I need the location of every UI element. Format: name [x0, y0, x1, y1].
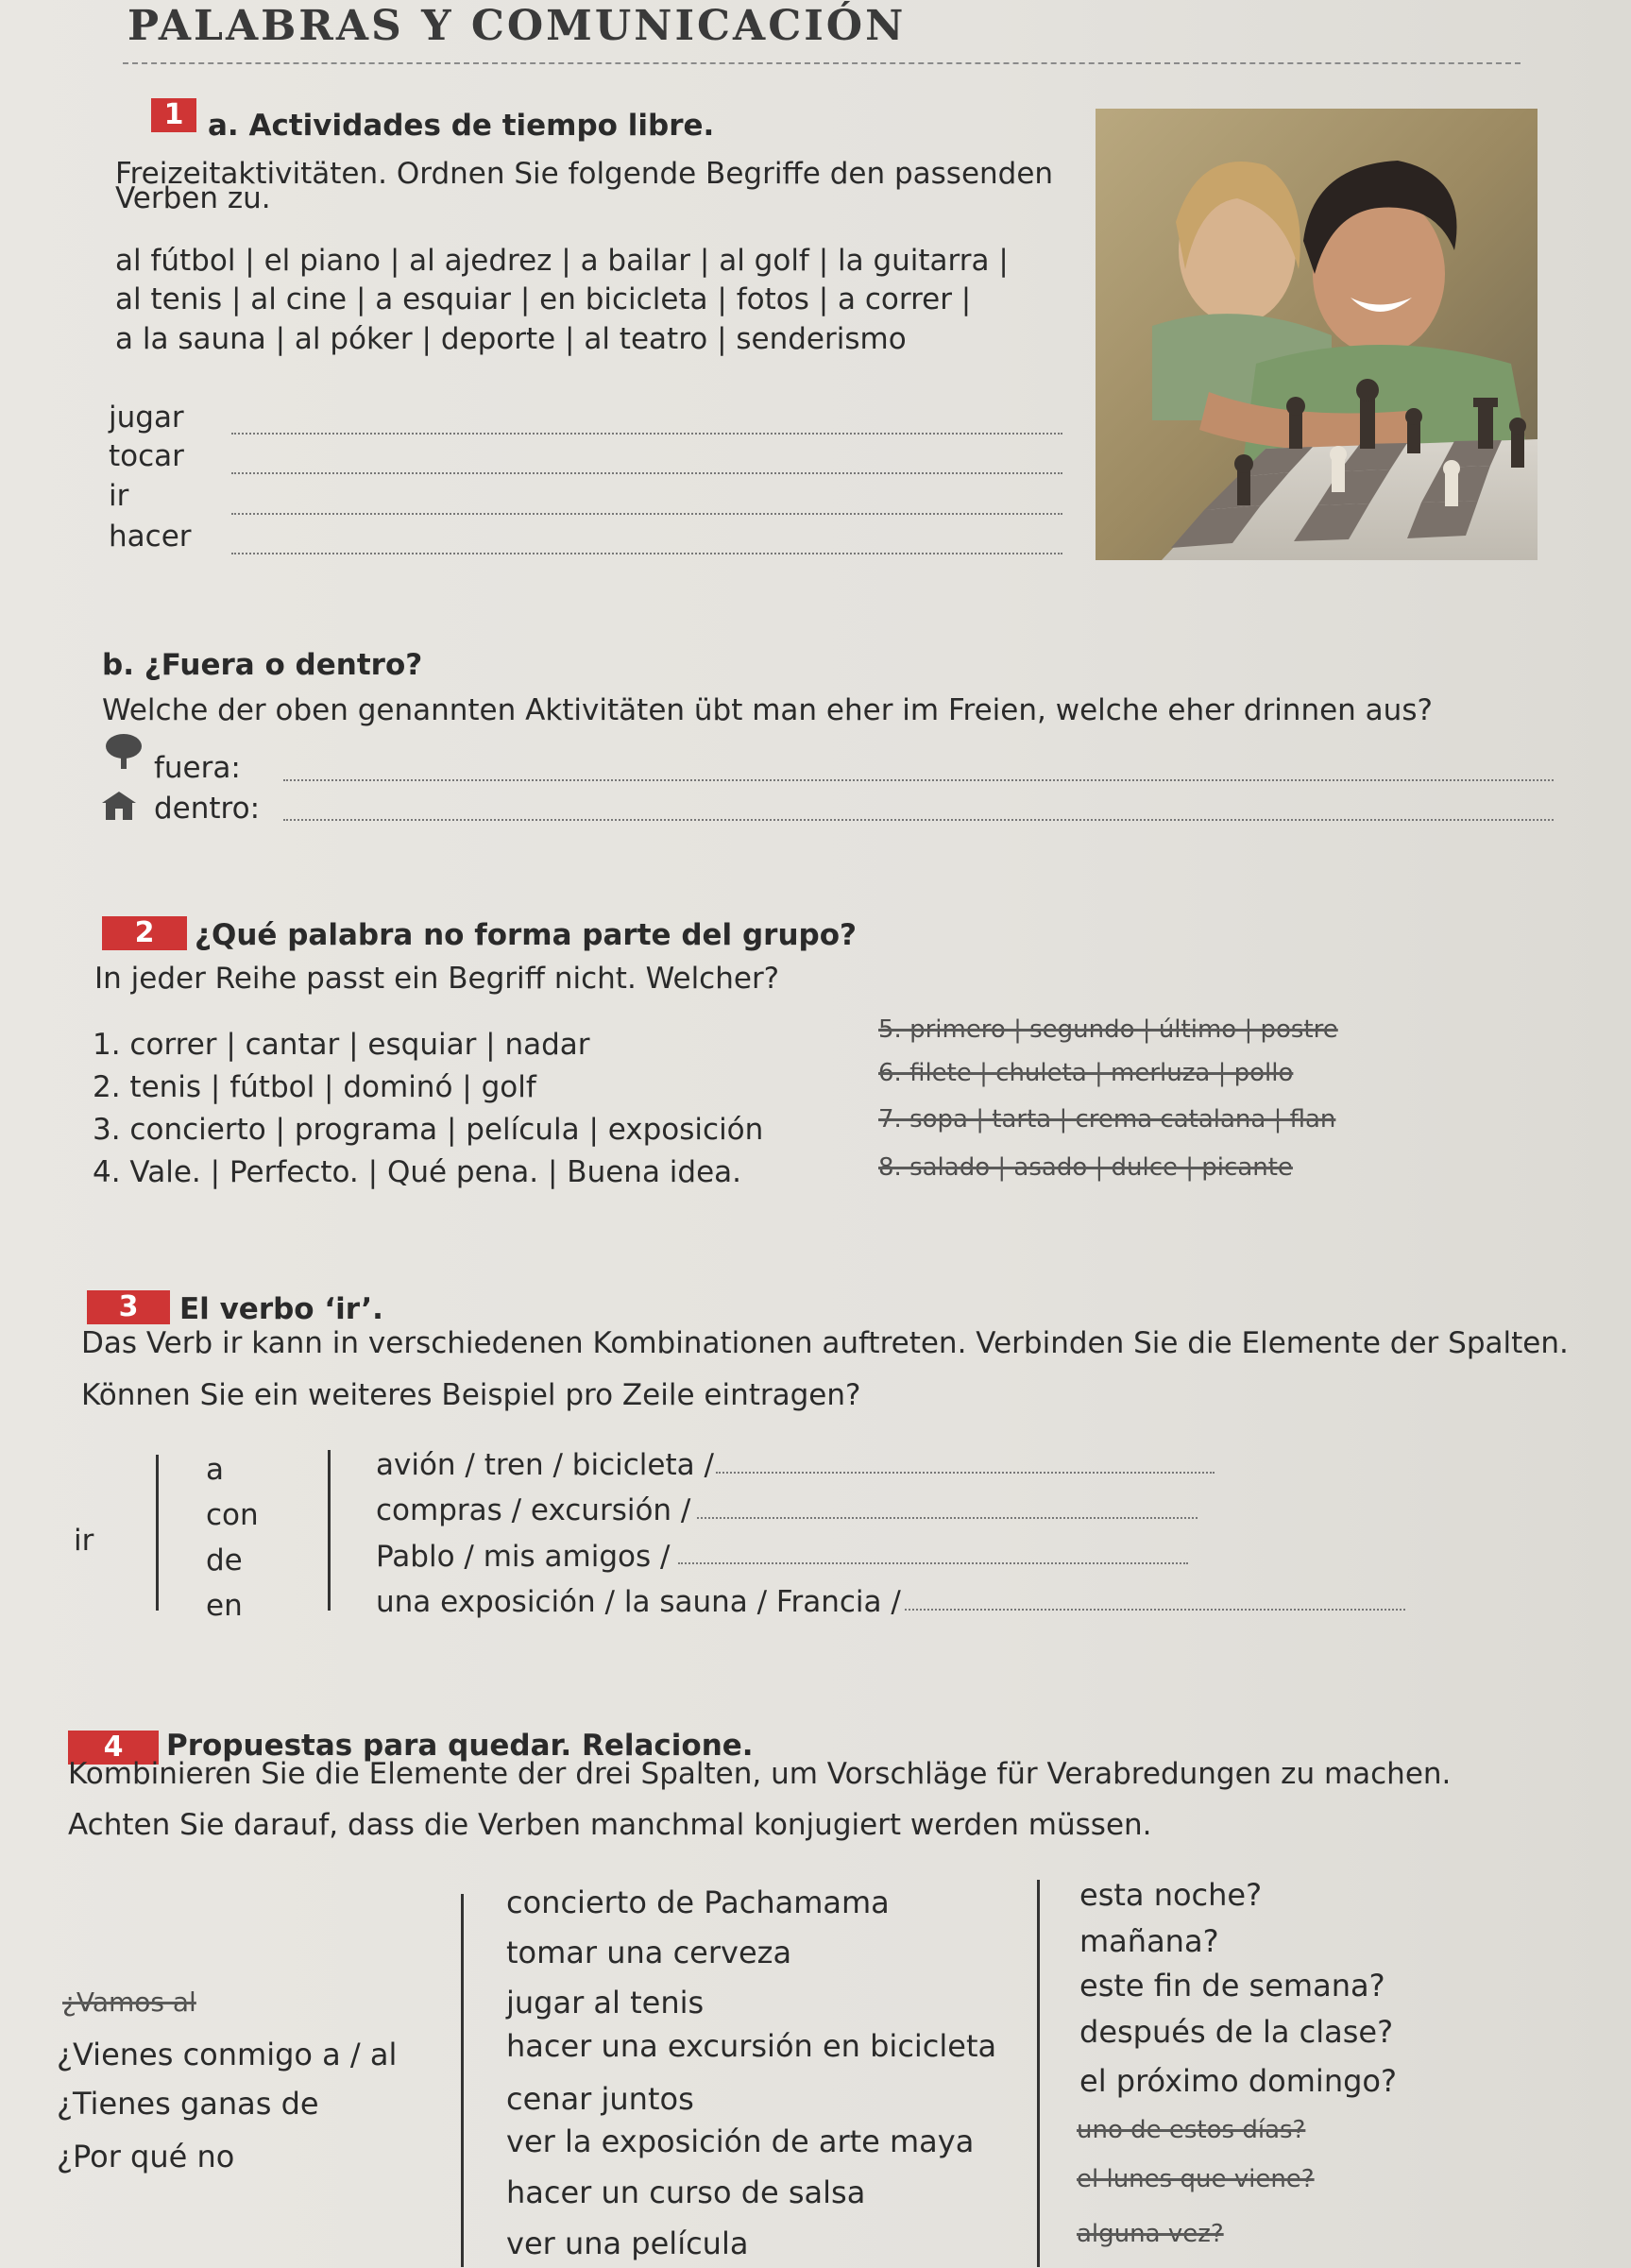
crossed-out-row: 6. filete | chuleta | merluza | pollo — [878, 1059, 1294, 1087]
exercise-1b-instruction: Welche der oben genannten Aktivitäten übt man eher im Freien, welche eher drinnen aus? — [102, 693, 1433, 727]
exercise-3-instruction-line2: Können Sie ein weiteres Beispiel pro Zeile eintragen? — [81, 1378, 861, 1412]
answer-line[interactable] — [697, 1517, 1198, 1519]
activity-item: ver la exposición de arte maya — [506, 2123, 975, 2159]
tree-icon — [104, 733, 144, 771]
crossed-out-phrase: ¿Vamos al — [62, 1987, 196, 2018]
word-bank-row: al tenis | al cine | a esquiar | en bicicleta | fotos | a correr | — [115, 282, 972, 316]
verb-label-ir: ir — [109, 479, 129, 513]
word-bank-row: a la sauna | al póker | deporte | al teatro | senderismo — [115, 322, 907, 356]
answer-line[interactable] — [678, 1562, 1188, 1564]
activity-item: jugar al tenis — [506, 1985, 705, 2021]
answer-line-jugar[interactable] — [231, 433, 1062, 435]
page-title: PALABRAS Y COMUNICACIÓN — [127, 2, 907, 50]
activity-item: tomar una cerveza — [506, 1935, 792, 1970]
column-divider — [1037, 1880, 1040, 2267]
group-row: 4. Vale. | Perfecto. | Qué pena. | Buena idea. — [93, 1155, 742, 1189]
exercise-2-instruction: In jeder Reihe passt ein Begriff nicht. Welcher? — [94, 962, 780, 996]
answer-line[interactable] — [716, 1472, 1215, 1474]
group-row: 3. concierto | programa | película | exposición — [93, 1113, 764, 1147]
time-expression: este fin de semana? — [1079, 1968, 1385, 2004]
answer-line[interactable] — [905, 1609, 1405, 1611]
preposition-en: en — [206, 1589, 243, 1623]
proposal-start: ¿Tienes ganas de — [57, 2086, 319, 2122]
column-divider — [156, 1455, 159, 1611]
preposition-de: de — [206, 1543, 243, 1577]
crossed-out-time-expression: uno de estos días? — [1077, 2116, 1306, 2144]
activity-item: concierto de Pachamama — [506, 1884, 890, 1920]
answer-line-dentro[interactable] — [283, 819, 1554, 821]
header-divider — [123, 62, 1521, 64]
crossed-out-row: 7. sopa | tarta | crema catalana | flan — [878, 1105, 1336, 1134]
object-row: compras / excursión / — [376, 1493, 691, 1527]
preposition-a: a — [206, 1453, 224, 1487]
crossed-out-row: 5. primero | segundo | último | postre — [878, 1015, 1338, 1044]
object-row: avión / tren / bicicleta / — [376, 1448, 714, 1482]
exercise-1-badge: 1 — [151, 98, 196, 132]
crossed-out-row: 8. salado | asado | dulce | picante — [878, 1153, 1293, 1182]
group-row: 1. correr | cantar | esquiar | nadar — [93, 1028, 590, 1062]
exercise-4-badge: 4 — [68, 1731, 159, 1765]
preposition-con: con — [206, 1498, 259, 1532]
proposal-start: ¿Por qué no — [57, 2139, 235, 2174]
time-expression: esta noche? — [1079, 1877, 1263, 1913]
column-divider — [461, 1894, 464, 2267]
exercise-1a-instruction-line2: Verben zu. — [115, 181, 271, 215]
fuera-label: fuera: — [154, 751, 241, 785]
object-row: Pablo / mis amigos / — [376, 1540, 671, 1574]
crossed-out-time-expression: el lunes que viene? — [1077, 2165, 1315, 2193]
answer-line-tocar[interactable] — [231, 472, 1062, 474]
activity-item: hacer un curso de salsa — [506, 2174, 866, 2210]
verb-label-tocar: tocar — [109, 439, 184, 473]
verb-ir: ir — [74, 1524, 94, 1558]
crossed-out-time-expression: alguna vez? — [1077, 2220, 1224, 2248]
exercise-1a-instruction-line1: Freizeitaktivitäten. Ordnen Sie folgende Begriffe den passenden — [115, 157, 1054, 191]
activity-item: ver una película — [506, 2225, 749, 2261]
column-divider — [328, 1450, 331, 1611]
chess-players-photo — [1096, 109, 1538, 560]
answer-line-fuera[interactable] — [283, 779, 1554, 781]
exercise-1a-title: a. Actividades de tiempo libre. — [208, 109, 715, 143]
activity-item: cenar juntos — [506, 2081, 694, 2117]
exercise-2-title: ¿Qué palabra no forma parte del grupo? — [195, 918, 857, 952]
object-row: una exposición / la sauna / Francia / — [376, 1585, 901, 1619]
exercise-3-badge: 3 — [87, 1290, 170, 1324]
word-bank-row: al fútbol | el piano | al ajedrez | a bailar | al golf | la guitarra | — [115, 244, 1009, 278]
verb-label-jugar: jugar — [109, 401, 184, 435]
exercise-3-instruction-line1: Das Verb ir kann in verschiedenen Kombinationen auftreten. Verbinden Sie die Elemente der Spalten. — [81, 1326, 1569, 1360]
exercise-4-instruction-line1: Kombinieren Sie die Elemente der drei Spalten, um Vorschläge für Verabredungen zu machen. — [68, 1757, 1452, 1791]
verb-label-hacer: hacer — [109, 520, 192, 554]
exercise-4-title: Propuestas para quedar. Relacione. — [166, 1729, 754, 1763]
exercise-1b-title: b. ¿Fuera o dentro? — [102, 648, 423, 682]
time-expression: mañana? — [1079, 1923, 1219, 1959]
exercise-4-instruction-line2: Achten Sie darauf, dass die Verben manchmal konjugiert werden müssen. — [68, 1808, 1152, 1842]
time-expression: después de la clase? — [1079, 2014, 1394, 2050]
answer-line-hacer[interactable] — [231, 553, 1062, 554]
house-icon — [98, 790, 140, 822]
group-row: 2. tenis | fútbol | dominó | golf — [93, 1070, 536, 1104]
exercise-3-title: El verbo ‘ir’. — [179, 1292, 383, 1326]
answer-line-ir[interactable] — [231, 513, 1062, 515]
dentro-label: dentro: — [154, 792, 261, 826]
activity-item: hacer una excursión en bicicleta — [506, 2028, 997, 2064]
proposal-start: ¿Vienes conmigo a / al — [57, 2037, 398, 2072]
time-expression: el próximo domingo? — [1079, 2063, 1397, 2099]
exercise-2-badge: 2 — [102, 916, 187, 950]
